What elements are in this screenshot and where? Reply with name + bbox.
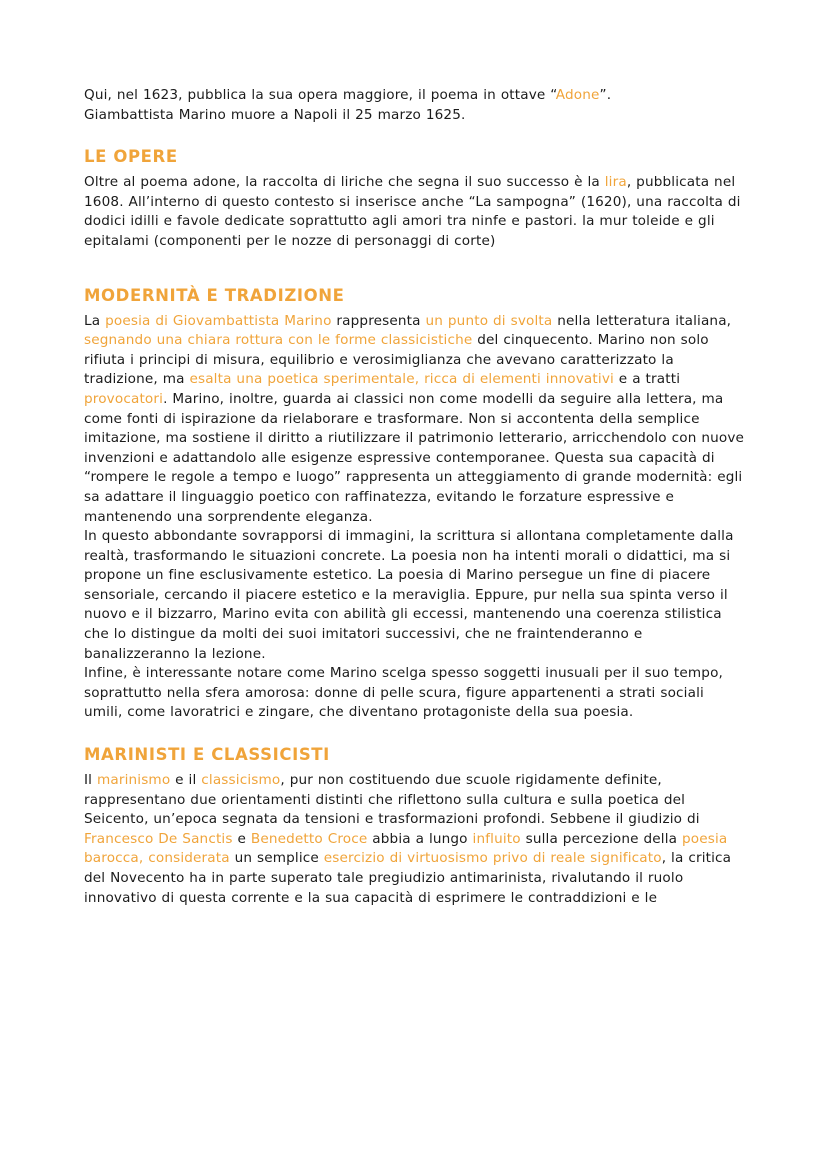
text-run-10: sulla percezione della (520, 830, 683, 847)
text-run-0: Il (84, 772, 97, 789)
text-run-11: poesia barocca, considerata (84, 830, 728, 867)
text-run-12: un semplice (229, 850, 324, 867)
document-content (84, 86, 746, 908)
text-run-1: poesia di Giovambattista Marino (105, 312, 332, 329)
section-body-modernita-p1 (84, 312, 746, 528)
text-run-2: e il (170, 772, 202, 789)
text-run-6: e (232, 830, 251, 847)
text-run-1: marinismo (96, 772, 171, 789)
text-run-2: rappresenta (331, 312, 426, 329)
le-opere-highlight-lira: lira (604, 174, 627, 191)
section-body-le-opere (84, 173, 746, 251)
intro-paragraph (84, 86, 746, 125)
text-run-5: Francesco De Sanctis (84, 830, 233, 847)
section-body-marinisti-p1 (84, 771, 746, 908)
text-run-7: Benedetto Croce (250, 830, 368, 847)
text-run-4: nella letteratura italiana, (552, 312, 732, 329)
text-run-9: influito (472, 830, 521, 847)
intro-line2: Giambattista Marino muore a Napoli il 25 marzo 1625. (84, 106, 466, 123)
text-run-14: , la critica del Novecento ha in parte superato tale pregiudizio antimarinista, rivalutando il ruolo innovativo di questa corrente e la sua capacità di esprimere le contraddizioni e le (84, 850, 732, 906)
intro-line1-prefix: Qui, nel 1623, pubblica la sua opera maggiore, il poema in ottave “ (84, 87, 556, 103)
intro-line1-suffix: ”. (599, 87, 612, 103)
text-run-8: abbia a lungo (367, 830, 473, 847)
section-heading-le-opere: LE OPERE (84, 147, 178, 167)
section-body-modernita-p3: Infine, è interessante notare come Marino scelga spesso soggetti inusuali per il suo tempo, soprattutto nella sfera amorosa: donne di pelle scura, figure appartenenti a strati sociali umili, come lavoratrici e zingare, che diventano protagoniste della sua poesia. (84, 665, 724, 721)
text-run-5: segnando una chiara rottura con le forme classicistiche (84, 332, 473, 349)
text-run-9: provocatori (84, 390, 164, 407)
text-run-0: La (84, 312, 106, 329)
le-opere-text-a: Oltre al poema adone, la raccolta di liriche che segna il suo successo è la (84, 174, 605, 191)
text-run-10: . Marino, inoltre, guarda ai classici non come modelli da seguire alla lettera, ma come fonti di ispirazione da rielaborare e trasformare. Non si accontenta della semplice imitazione, ma sostiene il diritto a riutilizzare il patrimonio letterario, arricchendolo con nuove invenzioni e adattandolo alle esigenze espressive contemporanee. Questa sua capacità di “rompere le regole a tempo e luogo” rappresenta un atteggiamento di grande modernità: egli sa adattare il linguaggio poetico con raffinatezza, evitando le forzature espressive e mantenendo una sorprendente eleganza. (84, 390, 745, 525)
text-run-6: del cinquecento. Marino non solo rifiuta i principi di misura, equilibrio e verosimiglianza che avevano caratterizzato la tradizione, ma (84, 332, 709, 388)
text-run-8: e a tratti (613, 371, 681, 388)
text-run-4: , pur non costituendo due scuole rigidamente definite, rappresentano due orientamenti distinti che riflettono sulla cultura e sulla poetica del Seicento, un’epoca segnata da tensioni e trasformazioni profondi. Sebbene il giudizio di (84, 772, 700, 828)
spacer (84, 723, 746, 745)
text-run-3: classicismo (201, 772, 281, 789)
text-run-7: esalta una poetica sperimentale, ricca di elementi innovativi (189, 371, 614, 388)
text-run-13: esercizio di virtuosismo privo di reale significato (323, 850, 662, 867)
intro-highlight-adone: Adone (555, 87, 600, 103)
text-run-3: un punto di svolta (425, 312, 553, 329)
spacer (84, 252, 746, 286)
spacer (84, 125, 746, 147)
section-heading-marinisti-e-classicisti: MARINISTI E CLASSICISTI (84, 745, 330, 765)
section-heading-modernita-e-tradizione: MODERNITÀ E TRADIZIONE (84, 285, 345, 305)
section-body-modernita-p2: In questo abbondante sovrapporsi di immagini, la scrittura si allontana completamente dalla realtà, trasformando le situazioni concrete. La poesia non ha intenti morali o didattici, ma si propone un fine esclusivamente estetico. La poesia di Marino persegue un fine di piacere sensoriale, cercando il piacere estetico e la meraviglia. Eppure, pur nella sua spinta verso il nuovo e il bizzarro, Marino evita con abilità gli eccessi, mantenendo una coerenza stilistica che lo distingue da molti dei suoi imitatori successivi, che ne fraintenderanno e banalizzeranno la lezione. (84, 528, 734, 662)
le-opere-text-b: , pubblicata nel 1608. All’interno di questo contesto si inserisce anche “La sampogna” (1620), una raccolta di dodici idilli e favole dedicate soprattutto agli amori tra ninfe e pastori. la mur toleide e gli epitalami (componenti per le nozze di personaggi di corte) (84, 174, 741, 249)
